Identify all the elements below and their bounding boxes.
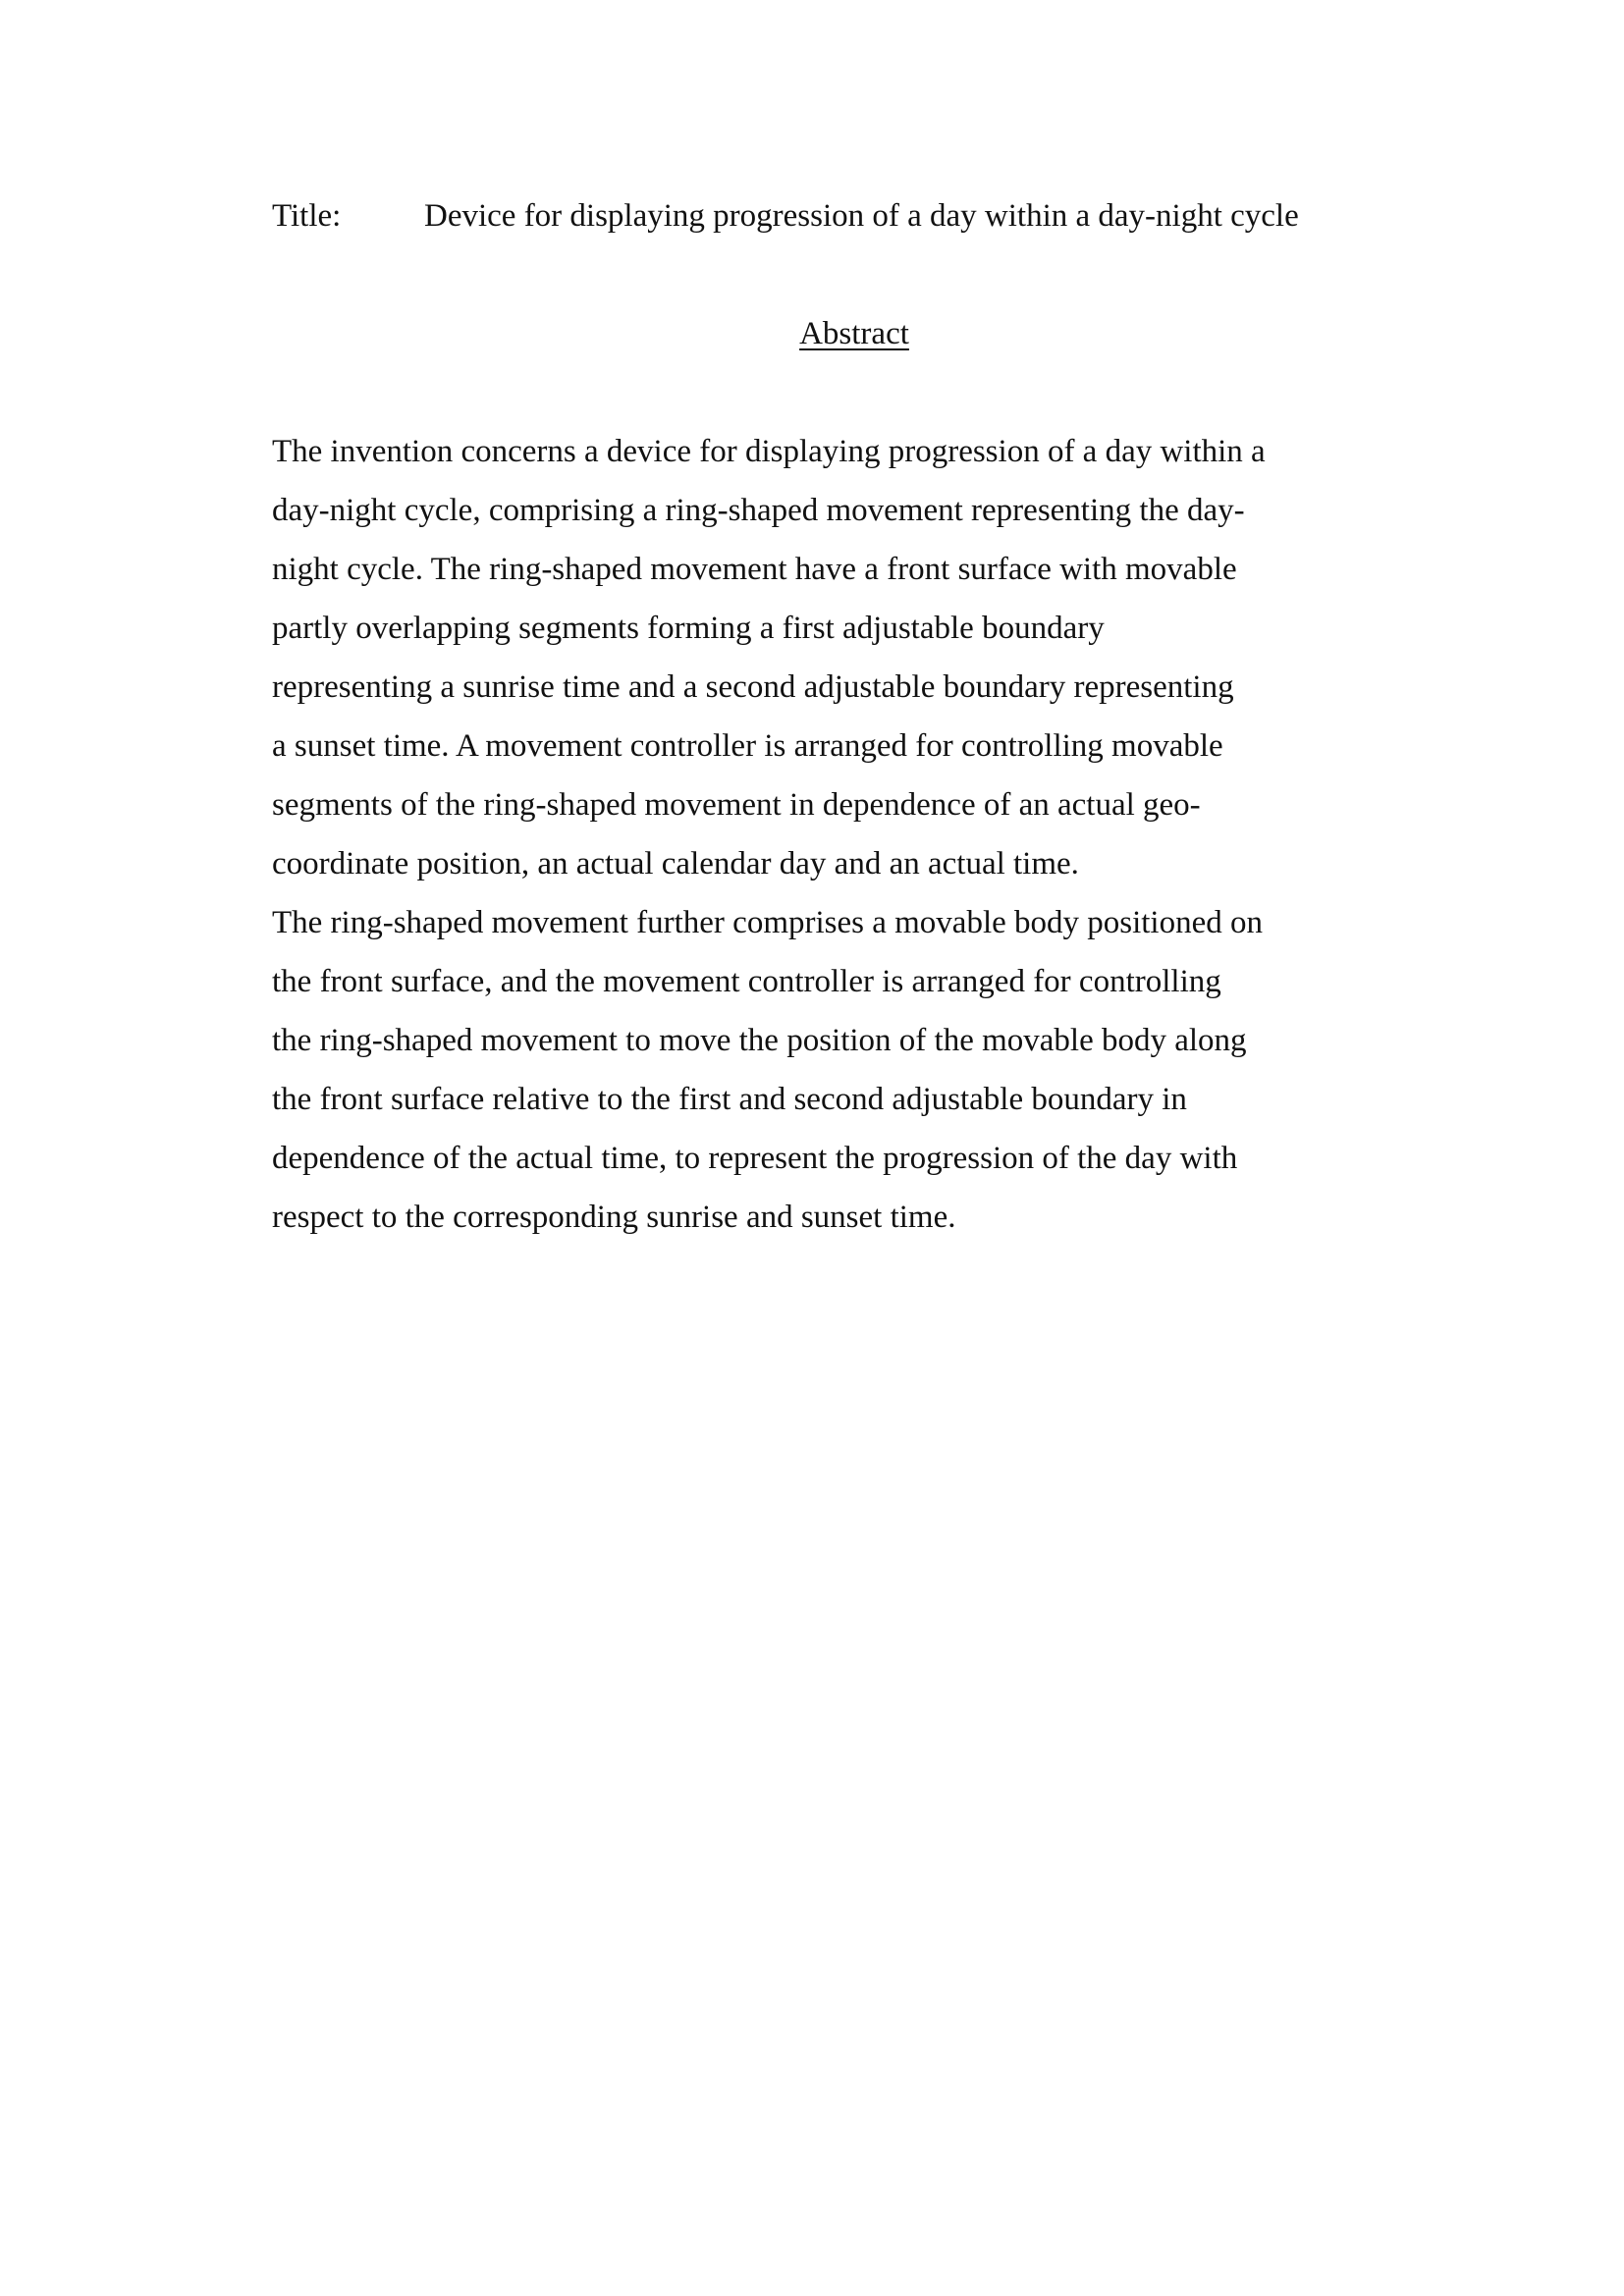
title-label: Title: [272, 198, 342, 234]
abstract-line: the ring-shaped movement to move the position of the movable body along [272, 1023, 1247, 1058]
abstract-line: segments of the ring-shaped movement in dependence of an actual geo- [272, 787, 1201, 823]
document-title: Device for displaying progression of a day within a day-night cycle [424, 198, 1299, 234]
abstract-line: partly overlapping segments forming a first adjustable boundary [272, 611, 1105, 646]
abstract-line: representing a sunrise time and a second adjustable boundary representing [272, 669, 1234, 705]
abstract-heading: Abstract [799, 316, 909, 351]
abstract-line: coordinate position, an actual calendar day and an actual time. [272, 846, 1079, 881]
abstract-line: the front surface relative to the first and second adjustable boundary in [272, 1082, 1187, 1117]
abstract-line: dependence of the actual time, to represent the progression of the day with [272, 1141, 1238, 1176]
abstract-body [272, 428, 1450, 1253]
abstract-line: night cycle. The ring-shaped movement have a front surface with movable [272, 552, 1237, 587]
abstract-line: the front surface, and the movement controller is arranged for controlling [272, 964, 1221, 999]
abstract-line: a sunset time. A movement controller is arranged for controlling movable [272, 728, 1223, 764]
abstract-line: The invention concerns a device for displaying progression of a day within a [272, 434, 1266, 469]
abstract-line: respect to the corresponding sunrise and sunset time. [272, 1200, 956, 1235]
abstract-line: day-night cycle, comprising a ring-shaped movement representing the day- [272, 493, 1245, 528]
abstract-line: The ring-shaped movement further comprises a movable body positioned on [272, 905, 1263, 940]
title-row [272, 192, 1450, 240]
